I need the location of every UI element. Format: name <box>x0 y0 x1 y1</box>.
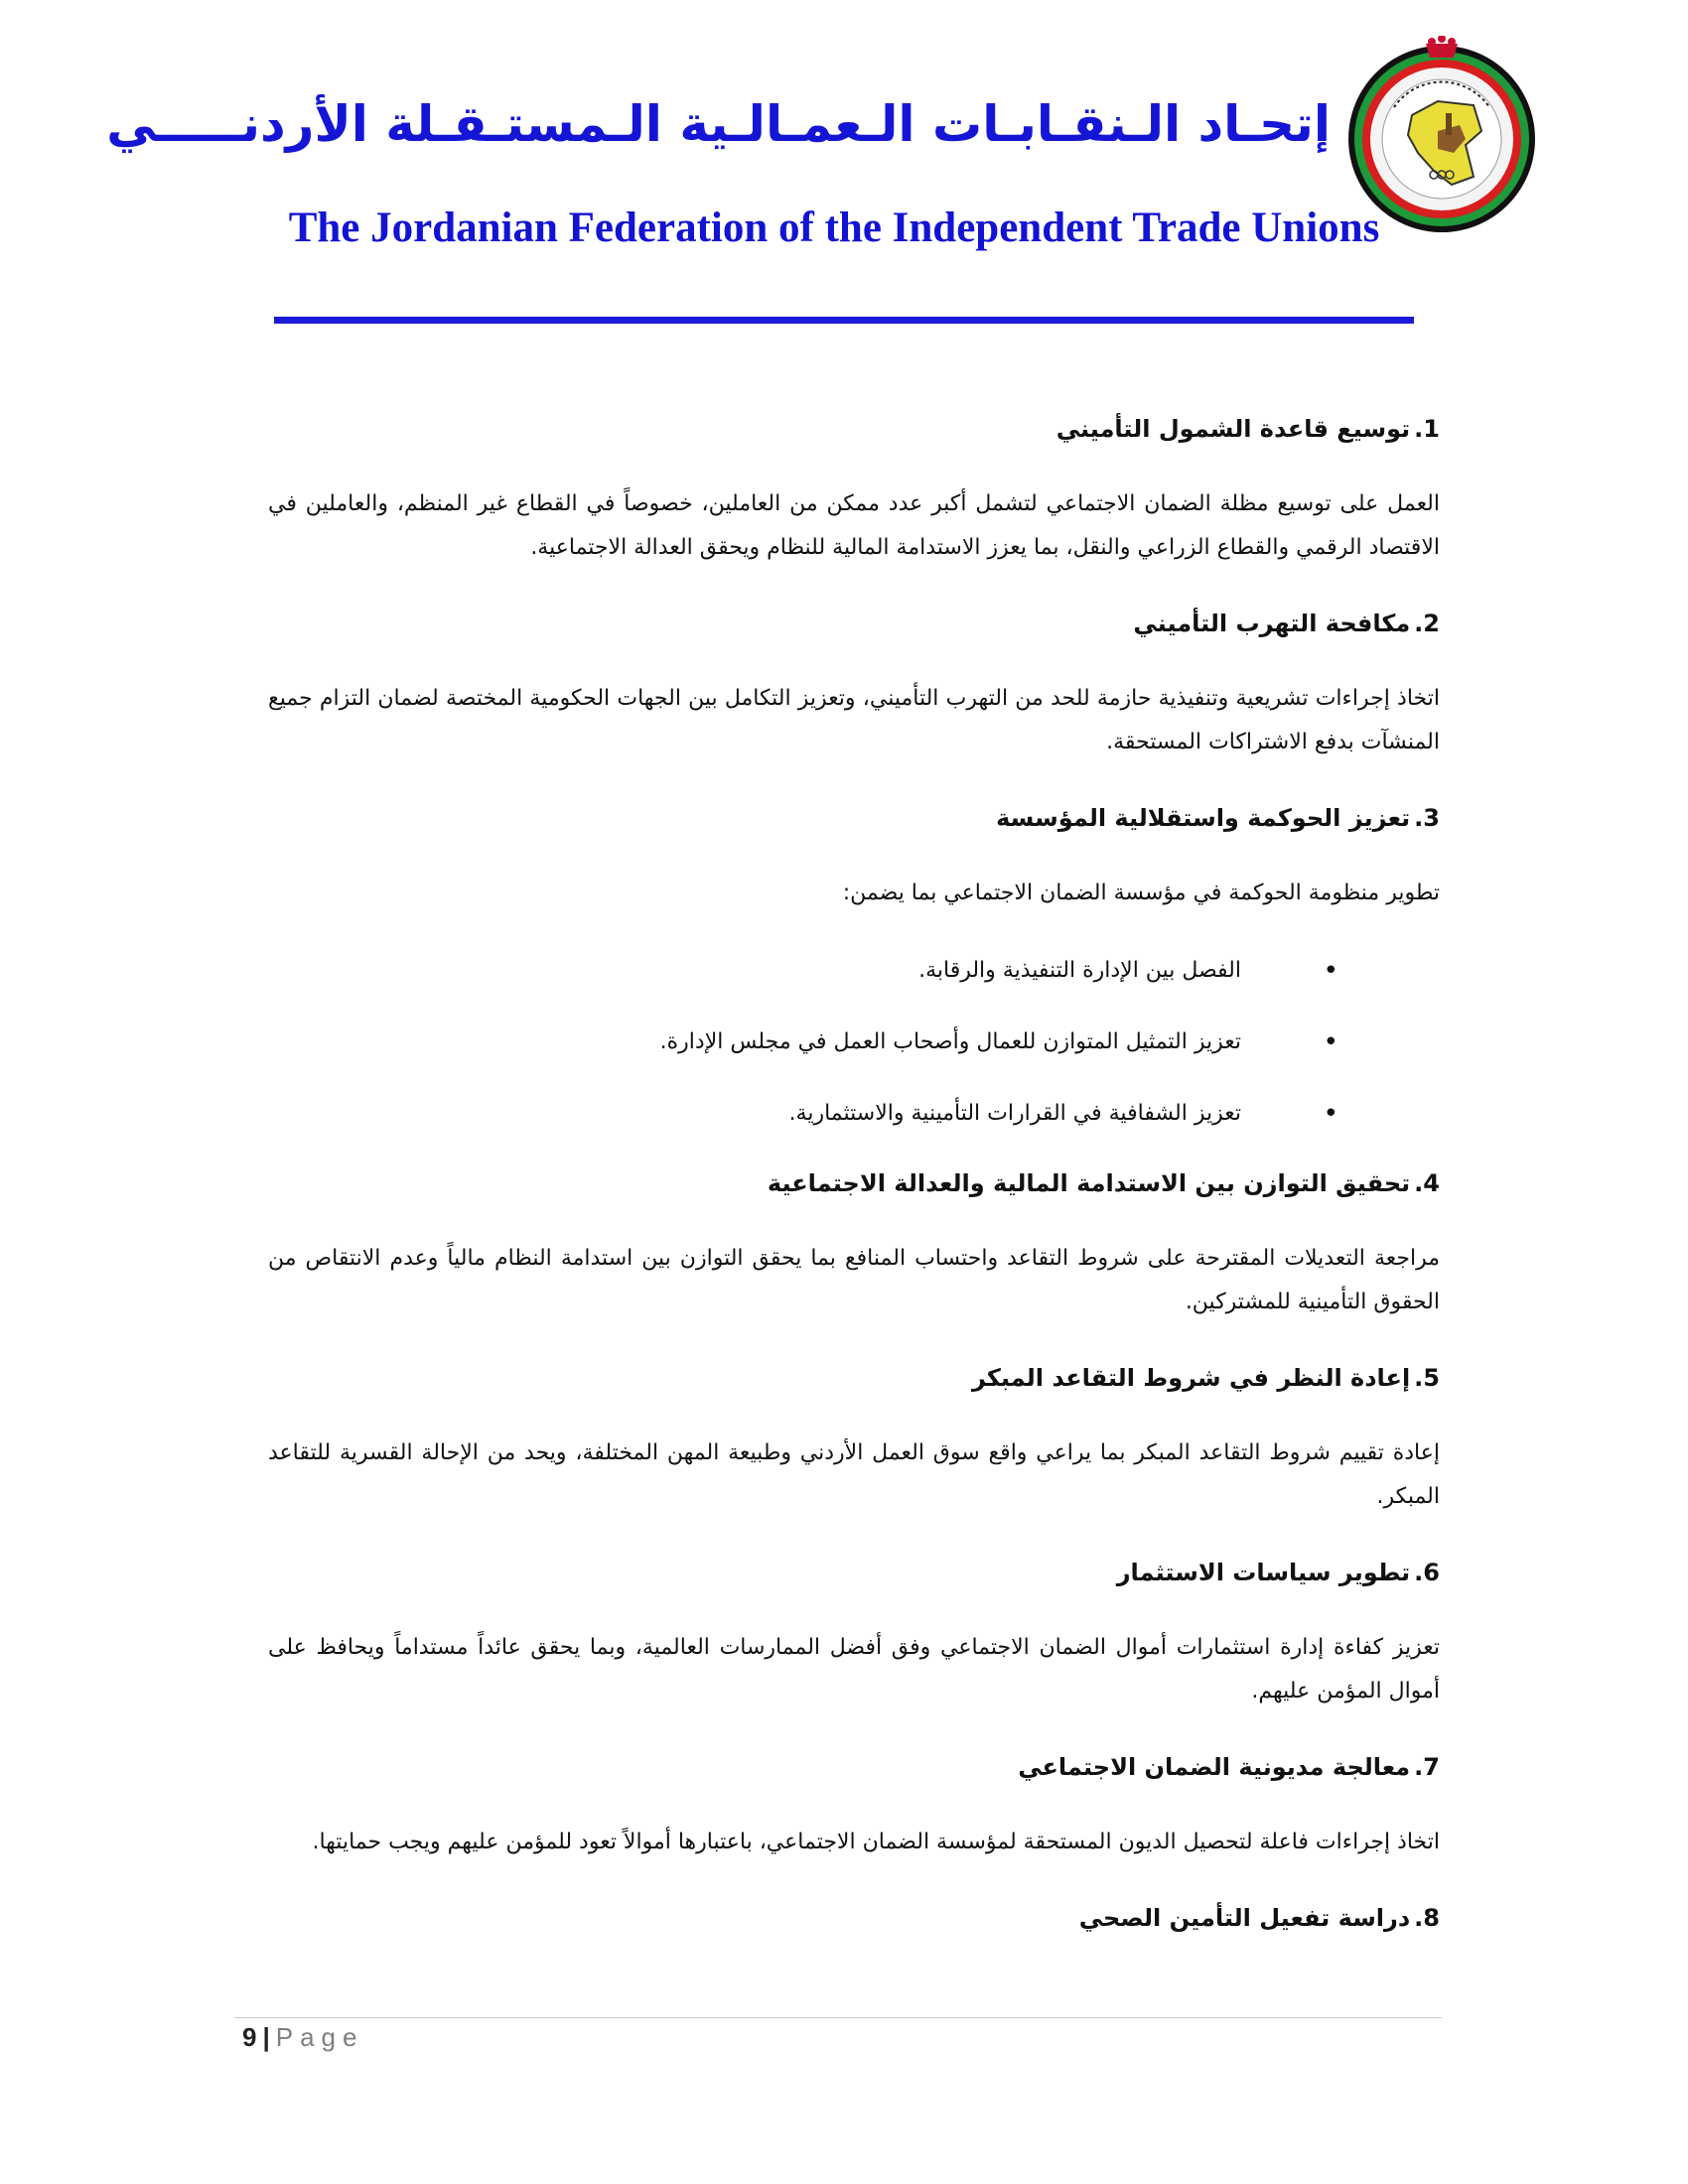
section-number: 6. <box>1414 1559 1440 1586</box>
section-paragraph: إعادة تقييم شروط التقاعد المبكر بما يراعي واقع سوق العمل الأردني وطبيعة المهن المختلفة، ويحد من الإحالة القسرية للتقاعد المبكر. <box>268 1440 1440 1509</box>
section-number: 3. <box>1414 804 1440 832</box>
section-number: 1. <box>1414 415 1440 443</box>
bullet-icon: • <box>1323 1027 1338 1057</box>
section-number: 2. <box>1414 610 1440 637</box>
section-heading <box>268 1163 1440 1203</box>
section-title: تعزيز الحوكمة واستقلالية المؤسسة <box>996 804 1411 832</box>
section-title: توسيع قاعدة الشمول التأميني <box>1055 415 1411 443</box>
section-heading <box>268 409 1440 449</box>
page-footer <box>242 2015 363 2059</box>
section-heading <box>268 1358 1440 1398</box>
section-paragraph: تطوير منظومة الحوكمة في مؤسسة الضمان الاجتماعي بما يضمن: <box>842 881 1440 905</box>
header-divider <box>274 317 1414 324</box>
section-paragraph: تعزيز كفاءة إدارة استثمارات أموال الضمان الاجتماعي وفق أفضل الممارسات العالمية، وبما يحقق عائداً مستداماً ويحافظ على أموال المؤمن عليهم. <box>268 1635 1440 1704</box>
section-number: 5. <box>1414 1364 1440 1392</box>
bullet-list <box>268 949 1440 1136</box>
section-title: معالجة مديونية الضمان الاجتماعي <box>1018 1753 1411 1781</box>
header-title-english: The Jordanian Federation of the Independent Trade Unions <box>288 205 1380 251</box>
section-title: تطوير سياسات الاستثمار <box>1116 1559 1411 1586</box>
section-title: دراسة تفعيل التأمين الصحي <box>1078 1904 1411 1932</box>
section-title: مكافحة التهرب التأميني <box>1133 610 1411 637</box>
bullet-icon: • <box>1323 1099 1338 1129</box>
section-heading <box>268 1553 1440 1592</box>
section-heading <box>268 798 1440 838</box>
section-title: إعادة النظر في شروط التقاعد المبكر <box>971 1364 1411 1392</box>
section-paragraph: مراجعة التعديلات المقترحة على شروط التقاعد واحتساب المنافع بما يحقق التوازن بين استدامة النظام مالياً وعدم الانتقاص من الحقوق التأمينية للمشتركين. <box>268 1246 1440 1314</box>
footer-divider <box>234 2017 1442 2018</box>
header-title-arabic: إتحـاد الـنقـابـات الـعمـالـية الـمستـقـلة الأردنـــــي <box>106 95 1331 153</box>
bullet-icon: • <box>1323 956 1338 986</box>
section-number: 7. <box>1414 1753 1440 1781</box>
page-number: 9 <box>242 2022 257 2052</box>
section-heading <box>268 1898 1440 1938</box>
list-item-text: تعزيز التمثيل المتوازن للعمال وأصحاب العمل في مجلس الإدارة. <box>659 1029 1241 1054</box>
list-item-text: الفصل بين الإدارة التنفيذية والرقابة. <box>918 958 1241 983</box>
document-body <box>268 409 1440 1972</box>
list-item <box>268 1092 1440 1136</box>
section-heading <box>268 604 1440 643</box>
list-item <box>268 949 1440 993</box>
list-item-text: تعزيز الشفافية في القرارات التأمينية والاستثمارية. <box>788 1101 1241 1126</box>
section-number: 4. <box>1414 1169 1440 1197</box>
section-paragraph: اتخاذ إجراءات تشريعية وتنفيذية حازمة للحد من التهرب التأميني، وتعزيز التكامل بين الجهات الحكومية المختصة لضمان التزام جميع المنشآت بدفع الاشتراكات المستحقة. <box>268 686 1440 754</box>
section-number: 8. <box>1414 1904 1440 1932</box>
list-item <box>268 1021 1440 1064</box>
section-heading <box>268 1747 1440 1787</box>
page-label: Page <box>275 2022 364 2052</box>
section-paragraph: اتخاذ إجراءات فاعلة لتحصيل الديون المستحقة لمؤسسة الضمان الاجتماعي، باعتبارها أموالاً تعود للمؤمن عليهم ويجب حمايتها. <box>312 1830 1440 1854</box>
section-title: تحقيق التوازن بين الاستدامة المالية والعدالة الاجتماعية <box>767 1169 1411 1197</box>
section-paragraph: العمل على توسيع مظلة الضمان الاجتماعي لتشمل أكبر عدد ممكن من العاملين، خصوصاً في القطاع غير المنظم، والعاملين في الاقتصاد الرقمي والقطاع الزراعي والنقل، بما يعزز الاستدامة المالية للنظام ويحقق العدالة الاجتماعية. <box>268 491 1440 560</box>
footer-separator: | <box>262 2022 270 2052</box>
